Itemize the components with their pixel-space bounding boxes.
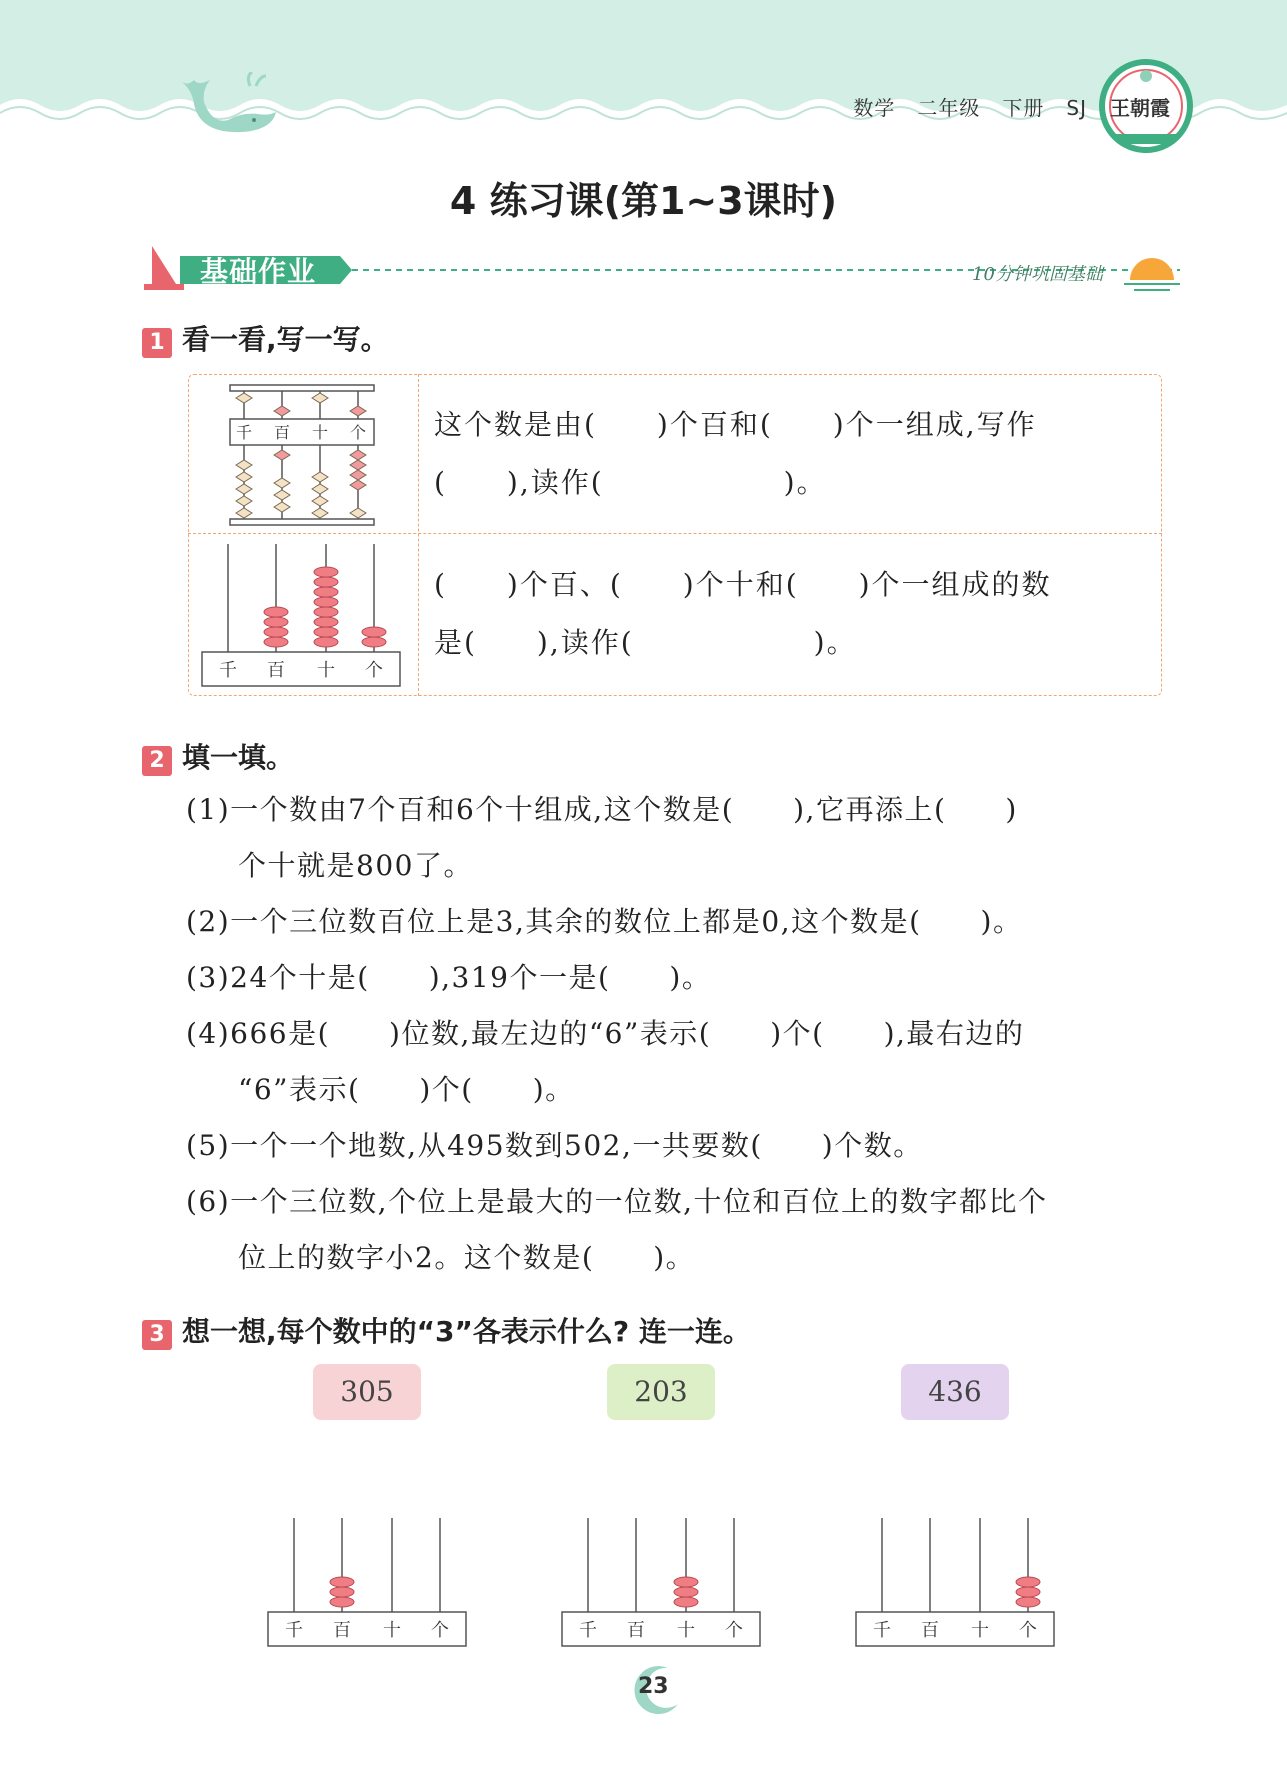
q2-item-line: (2)一个三位数百位上是3,其余的数位上都是0,这个数是( )。 [186, 905, 1023, 938]
subject-label: 数学 [853, 96, 896, 120]
number-card-305[interactable]: 305 [313, 1364, 421, 1420]
section-note: 10分钟巩固基础 [972, 264, 1103, 285]
question-1-heading [142, 318, 389, 358]
q1-row2-line2: 是( ),读作( )。 [434, 626, 857, 659]
q2-item-line: (6)一个三位数,个位上是最大的一位数,十位和百位上的数字都比个 [186, 1185, 1048, 1218]
q1-row1-text [434, 396, 1037, 512]
q2-item-line: (5)一个一个地数,从495数到502,一共要数( )个数。 [186, 1129, 923, 1162]
q2-item-line: (1)一个数由7个百和6个十组成,这个数是( ),它再添上( ) [186, 793, 1018, 826]
brand-name: 王朝霞 [1110, 96, 1170, 120]
q1-row2-text [434, 556, 1052, 672]
abacus-hundreds-option[interactable] [266, 1516, 470, 1650]
place-label-tens: 十 [677, 1620, 695, 1641]
question-number: 3 [142, 1320, 172, 1350]
place-label-hundreds: 百 [333, 1620, 351, 1641]
abacus-ones-option[interactable] [854, 1516, 1058, 1650]
place-label-ones: 个 [725, 1620, 743, 1641]
question-number: 1 [142, 328, 172, 358]
q1-row2-line1: ( )个百、( )个十和( )个一组成的数 [434, 568, 1052, 601]
place-label-thousands: 千 [219, 660, 237, 681]
question-text: 填一填。 [182, 741, 295, 774]
place-label-ones: 个 [1019, 1620, 1037, 1641]
place-label-thousands: 千 [285, 1620, 303, 1641]
place-label-ones: 个 [349, 423, 367, 442]
volume-label: 下册 [1002, 96, 1045, 120]
sunset-icon [1124, 248, 1180, 294]
place-label-tens: 十 [311, 423, 329, 442]
place-label-hundreds: 百 [627, 1620, 645, 1641]
question-3-heading [142, 1310, 751, 1350]
place-label-tens: 十 [317, 660, 335, 681]
place-label-ones: 个 [431, 1620, 449, 1641]
number-card-436[interactable]: 436 [901, 1364, 1009, 1420]
place-label-tens: 十 [383, 1620, 401, 1641]
page-title: 4 练习课(第1~3课时) [449, 179, 838, 223]
edition-label: SJ [1066, 96, 1087, 120]
counter-abacus-image [200, 540, 404, 690]
q2-item-line: “6”表示( )个( )。 [238, 1073, 575, 1106]
place-label-thousands: 千 [235, 423, 253, 442]
bead-abacus-image [228, 383, 376, 527]
q2-item-line: (4)666是( )位数,最左边的“6”表示( )个( ),最右边的 [186, 1017, 1025, 1050]
q1-row1-line2: ( ),读作( )。 [434, 466, 827, 499]
number-card-203[interactable]: 203 [607, 1364, 715, 1420]
q2-item-line: (3)24个十是( ),319个一是( )。 [186, 961, 712, 994]
table-divider [188, 533, 1162, 534]
place-label-hundreds: 百 [267, 660, 285, 681]
q2-item-line: 位上的数字小2。这个数是( )。 [238, 1241, 696, 1274]
place-label-tens: 十 [971, 1620, 989, 1641]
q2-item-line: 个十就是800了。 [238, 849, 473, 882]
table-divider [418, 374, 419, 696]
q1-row1-line1: 这个数是由( )个百和( )个一组成,写作 [434, 408, 1037, 441]
question-2-heading [142, 736, 294, 776]
place-label-hundreds: 百 [273, 423, 291, 442]
abacus-tens-option[interactable] [560, 1516, 764, 1650]
place-label-thousands: 千 [873, 1620, 891, 1641]
whale-icon [172, 72, 282, 142]
place-label-hundreds: 百 [921, 1620, 939, 1641]
header-meta [831, 92, 1087, 121]
grade-label: 二年级 [917, 96, 981, 120]
question-text: 看一看,写一写。 [182, 323, 389, 356]
page-number: 23 [638, 1674, 669, 1699]
question-number: 2 [142, 746, 172, 776]
place-label-thousands: 千 [579, 1620, 597, 1641]
section-title: 基础作业 [200, 255, 317, 288]
question-text: 想一想,每个数中的“3”各表示什么? 连一连。 [182, 1315, 751, 1348]
place-label-ones: 个 [365, 660, 383, 681]
